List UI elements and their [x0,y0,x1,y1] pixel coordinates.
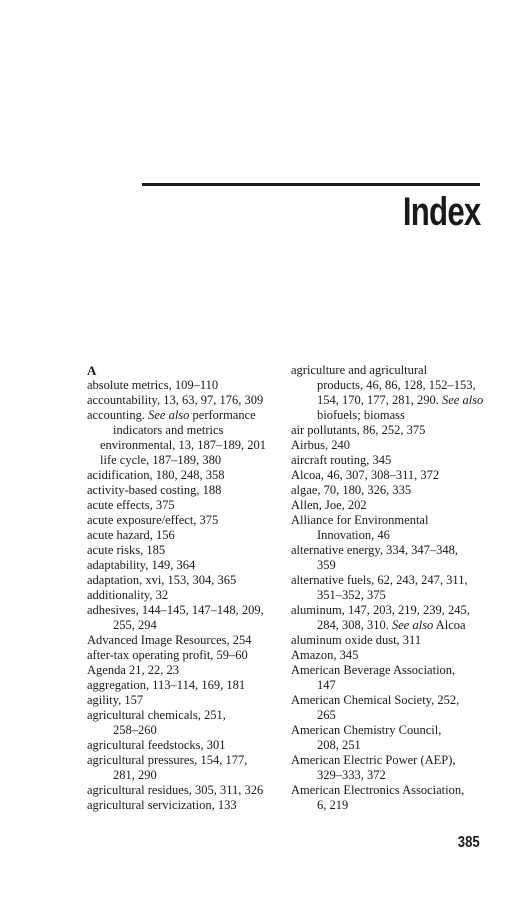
index-column-right [291,363,489,813]
index-entry [291,708,489,723]
entry-text: 6, 219 [317,798,349,812]
index-entries-left [87,378,283,813]
entry-text: adaptability, 149, 364 [87,558,196,572]
index-entry [291,573,489,588]
index-entry [291,363,489,378]
index-entry [87,378,283,393]
entry-text: adaptation, xvi, 153, 304, 365 [87,573,237,587]
index-entry [291,393,489,408]
index-entry [87,738,283,753]
section-letter: A [87,363,97,378]
index-entry [291,783,489,798]
index-entry [291,543,489,558]
entry-text: products, 46, 86, 128, 152–153, [317,378,476,392]
index-entry [87,708,283,723]
index-entry [87,393,283,408]
index-entry [291,513,489,528]
index-entry [87,723,283,738]
index-entry [291,453,489,468]
entry-text: American Chemical Society, 252, [291,693,460,707]
entry-text: American Chemistry Council, [291,723,442,737]
index-entry [291,768,489,783]
see-also-reference: See also [442,393,484,407]
entry-text: 147 [317,678,336,692]
entry-tail: Alcoa [433,618,466,632]
entry-text: 281, 290 [113,768,157,782]
index-entry [87,513,283,528]
index-entry [291,798,489,813]
entry-text: acute exposure/effect, 375 [87,513,219,527]
index-entry [87,693,283,708]
index-entry [291,408,489,423]
entry-text: absolute metrics, 109–110 [87,378,219,392]
entry-text: aluminum oxide dust, 311 [291,633,422,647]
entry-text: 258–260 [113,723,157,737]
entry-text: algae, 70, 180, 326, 335 [291,483,412,497]
entry-text: aircraft routing, 345 [291,453,392,467]
entry-text: agricultural feedstocks, 301 [87,738,226,752]
see-also-reference: See also [392,618,434,632]
index-entry [87,528,283,543]
index-entry [291,693,489,708]
index-entry [87,588,283,603]
index-entry [291,378,489,393]
index-entry [87,423,283,438]
entry-text: acute risks, 185 [87,543,166,557]
index-entry [87,573,283,588]
entry-text: biofuels; biomass [317,408,405,422]
entry-text: agricultural residues, 305, 311, 326 [87,783,264,797]
index-entry [87,798,283,813]
entry-text: 265 [317,708,336,722]
title-rule [142,183,480,186]
index-entry [87,558,283,573]
index-entry [291,498,489,513]
page-title: Index [402,190,480,234]
entry-text: life cycle, 187–189, 380 [100,453,222,467]
entry-text: Alliance for Environmental [291,513,429,527]
entry-text: Innovation, 46 [317,528,390,542]
index-entry [291,468,489,483]
index-entry [291,723,489,738]
entry-text: indicators and metrics [113,423,224,437]
index-entry [87,753,283,768]
index-entry [291,633,489,648]
see-also-reference: See also [148,408,190,422]
index-entry [87,603,283,618]
entry-text: Allen, Joe, 202 [291,498,367,512]
index-entry [291,438,489,453]
entry-text: air pollutants, 86, 252, 375 [291,423,426,437]
entry-text: Amazon, 345 [291,648,359,662]
entry-tail: performance [189,408,256,422]
index-entry [291,663,489,678]
entry-text: alternative energy, 334, 347–348, [291,543,458,557]
index-entry [87,618,283,633]
entry-text: 329–333, 372 [317,768,386,782]
index-entry [87,543,283,558]
entry-text: after-tax operating profit, 59–60 [87,648,248,662]
index-entry [291,423,489,438]
index-entry [87,678,283,693]
entry-text: acute effects, 375 [87,498,175,512]
entry-text: 255, 294 [113,618,157,632]
entry-text: agricultural servicization, 133 [87,798,237,812]
entry-text: activity-based costing, 188 [87,483,222,497]
entry-text: 284, 308, 310. [317,618,392,632]
index-entry [87,453,283,468]
index-entry [87,663,283,678]
index-entry [87,783,283,798]
entry-text: alternative fuels, 62, 243, 247, 311, [291,573,468,587]
page-number: 385 [458,834,480,851]
entry-text: agility, 157 [87,693,144,707]
index-entry [87,648,283,663]
entry-text: American Electronics Association, [291,783,465,797]
index-entry [87,498,283,513]
entry-text: agricultural chemicals, 251, [87,708,226,722]
index-entry [291,678,489,693]
entry-text: additionality, 32 [87,588,169,602]
index-entries-right [291,363,489,813]
index-entry [87,633,283,648]
index-entry [87,408,283,423]
entry-text: Agenda 21, 22, 23 [87,663,179,677]
entry-text: acute hazard, 156 [87,528,175,542]
entry-text: Alcoa, 46, 307, 308–311, 372 [291,468,440,482]
index-entry [291,648,489,663]
entry-text: accountability, 13, 63, 97, 176, 309 [87,393,264,407]
index-entry [87,468,283,483]
index-entry [87,438,283,453]
index-entry [291,753,489,768]
index-entry [291,528,489,543]
entry-text: agriculture and agricultural [291,363,428,377]
index-column-left [87,363,283,813]
entry-text: aggregation, 113–114, 169, 181 [87,678,246,692]
entry-text: accounting. [87,408,149,422]
index-entry [87,768,283,783]
entry-text: adhesives, 144–145, 147–148, 209, [87,603,264,617]
index-entry [291,483,489,498]
entry-text: 154, 170, 177, 281, 290. [317,393,442,407]
entry-text: Airbus, 240 [291,438,351,452]
index-entry [291,603,489,618]
entry-text: environmental, 13, 187–189, 201 [100,438,266,452]
index-entry [291,738,489,753]
index-entry [291,618,489,633]
entry-text: American Beverage Association, [291,663,456,677]
index-entry [291,558,489,573]
entry-text: American Electric Power (AEP), [291,753,456,767]
entry-text: 351–352, 375 [317,588,386,602]
entry-text: 208, 251 [317,738,361,752]
entry-text: aluminum, 147, 203, 219, 239, 245, [291,603,470,617]
entry-text: 359 [317,558,336,572]
entry-text: Advanced Image Resources, 254 [87,633,252,647]
index-entry [87,483,283,498]
index-entry [291,588,489,603]
entry-text: agricultural pressures, 154, 177, [87,753,248,767]
entry-text: acidification, 180, 248, 358 [87,468,225,482]
